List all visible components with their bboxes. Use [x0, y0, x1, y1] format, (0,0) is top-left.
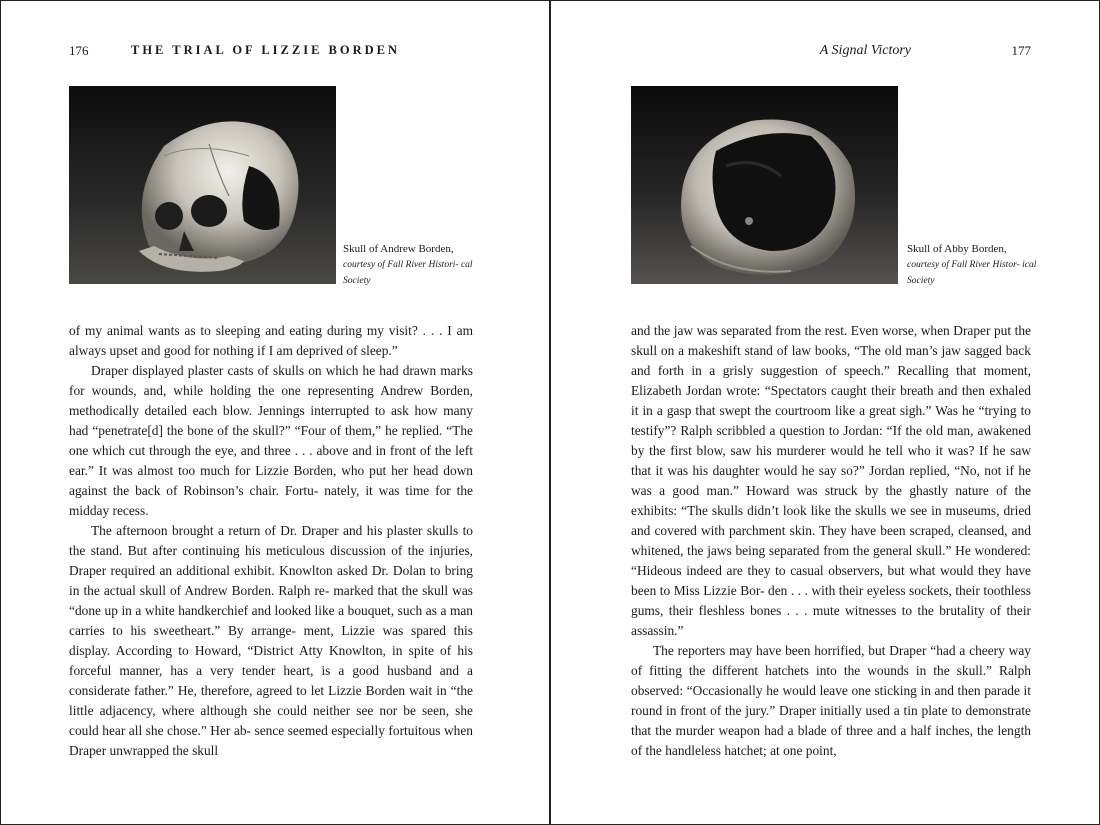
caption-credit: courtesy of Fall River Histori- cal Society — [343, 260, 473, 286]
right-page-header — [631, 43, 1031, 61]
body-text — [69, 321, 473, 761]
figure-caption — [907, 241, 1047, 289]
paragraph: of my animal wants as to sleeping and eating during my visit? . . . I am always upset and good for nothing if I am deprived of sleep.” — [69, 323, 473, 358]
caption-title: Skull of Andrew Borden, — [343, 243, 454, 255]
page-number: 176 — [69, 43, 89, 58]
running-title: A Signal Victory — [819, 43, 911, 58]
left-page-header — [69, 43, 479, 61]
figure-caption — [343, 241, 483, 289]
body-text — [631, 321, 1031, 761]
skull-photo-abby — [631, 86, 898, 284]
paragraph: The afternoon brought a return of Dr. Draper and his plaster skulls to the stand. But after continuing his meticulous discussion of the injuries, Draper required an additional exhibit. Knowlton asked Dr. Dolan to bring in the actual skull of Andrew Borden. Ralph re- marked that the skull was “done up in a white handkerchief and looked like a bouquet, such as a man carries to his sweetheart.” By arrange- ment, Lizzie was spared this display. According to Howard, “District Atty Knowlton, in spite of his forceful manner, has a very tender heart, is a good husband and a considerate father.” He, therefore, agreed to let Lizzie Borden wait in “the little adjacency, where although she could neither see nor be seen, she could hear all she chose.” Her ab- sence seemed especially fortuitous when Draper unwrapped the skull — [69, 523, 473, 758]
paragraph: The reporters may have been horrified, but Draper “had a cheery way of fitting the different hatchets into the wounds in the skull.” Ralph observed: “Occasionally he would leave one sticking in and then parade it round in front of the jury.” Draper initially used a tin plate to demonstrate that the murder weapon had a blade of three and a half inches, the length of the handleless hatchet; at one point, — [631, 643, 1031, 758]
caption-title: Skull of Abby Borden, — [907, 243, 1007, 255]
right-page — [550, 1, 1099, 824]
left-page — [1, 1, 550, 824]
paragraph: and the jaw was separated from the rest. Even worse, when Draper put the skull on a makeshift stand of law books, “The old man’s jaw sagged back and forth in a grisly suggestion of speech.” Recalling that moment, Elizabeth Jordan wrote: “Spectators caught their breath and then exhaled it in a gasp that swept the courtroom like a great sigh.” Was he “trying to testify”? Ralph scribbled a question to Jordan: “If the old man, awakened by the first blow, saw his murderer would he tell who it was? If he saw that it was his daughter would he say so?” Jordan replied, “No, not if he was a good man.” Howard was struck by the ghastly nature of the exhibits: “The skulls didn’t look like the skulls we see in museums, dried and covered with parchment skin. They have been scraped, cleansed, and whitened, the jaws being separated from the general skull.” He wondered: “Hideous indeed are they to casual observers, but what would they have been to Miss Lizzie Bor- den . . . with their eyeless sockets, their toothless gums, their fleshless bones . . . mute witnesses to the brutality of their assassin.” — [631, 323, 1031, 638]
page-number: 177 — [1011, 43, 1031, 58]
paragraph: Draper displayed plaster casts of skulls on which he had drawn marks for wounds, and, while holding the one representing Andrew Borden, methodically detailed each blow. Jennings interrupted to ask how many had “penetrate[d] the bone of the skull?” “Four of them,” he replied. “The one which cut through the eye, and three . . . above and in front of the left ear.” It was almost too much for Lizzie Borden, who put her head down against the back of Robinson’s chair. Fortu- nately, it was time for the midday recess. — [69, 363, 473, 518]
skull-photo-andrew — [69, 86, 336, 284]
caption-credit: courtesy of Fall River Histor- ical Society — [907, 260, 1037, 286]
running-title: THE TRIAL OF LIZZIE BORDEN — [131, 43, 401, 57]
